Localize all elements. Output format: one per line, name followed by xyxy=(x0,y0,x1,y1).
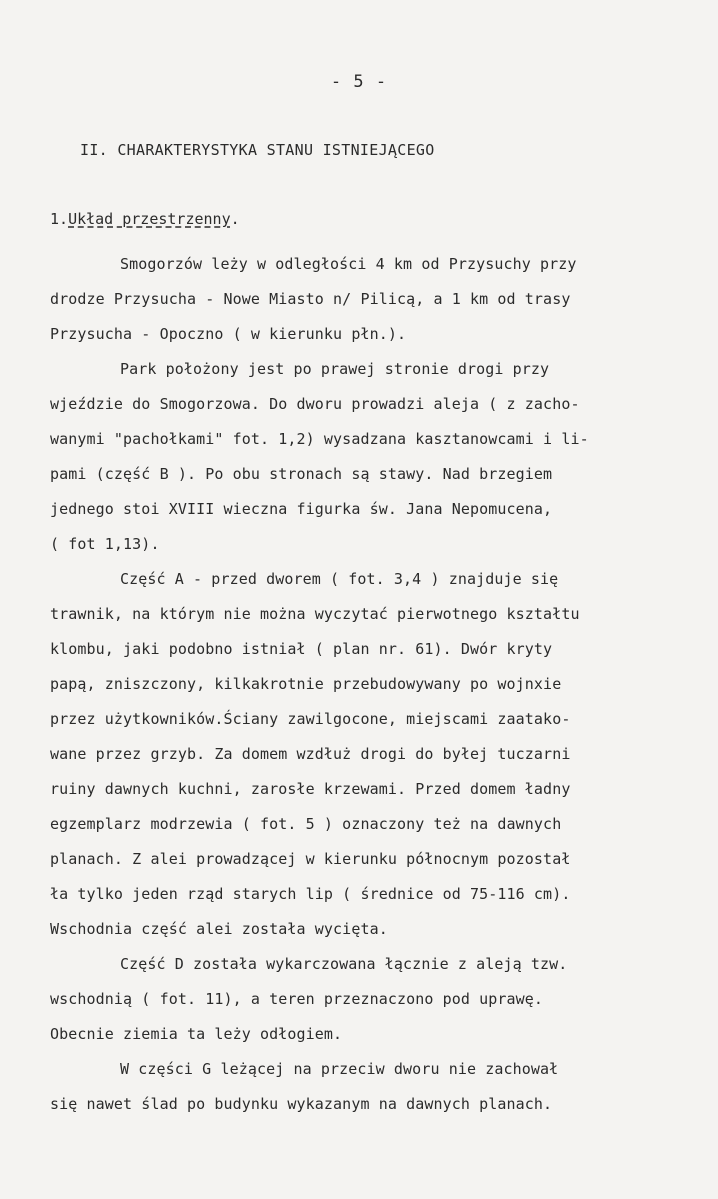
text-line: drodze Przysucha - Nowe Miasto n/ Pilicą, a 1 km od trasy xyxy=(50,290,571,308)
text-line: papą, zniszczony, kilkakrotnie przebudowywany po wojnxie xyxy=(50,675,562,693)
text-line: wane przez grzyb. Za domem wzdłuż drogi do byłej tuczarni xyxy=(50,745,571,763)
text-line: Park położony jest po prawej stronie drogi przy xyxy=(120,360,550,378)
text-line: W części G leżącej na przeciw dworu nie zachował xyxy=(120,1060,559,1078)
text-line: planach. Z alei prowadzącej w kierunku północnym pozostał xyxy=(50,850,571,868)
text-line: klombu, jaki podobno istniał ( plan nr. 61). Dwór kryty xyxy=(50,640,553,658)
text-line: wanymi "pachołkami" fot. 1,2) wysadzana kasztanowcami i li- xyxy=(50,430,589,448)
subsection-trailing: . xyxy=(230,210,240,228)
text-line: pami (część B ). Po obu stronach są stawy. Nad brzegiem xyxy=(50,465,553,483)
subsection-number: 1. xyxy=(50,210,69,228)
text-line: wschodnią ( fot. 11), a teren przeznaczono pod uprawę. xyxy=(50,990,544,1008)
text-line: Obecnie ziemia ta leży odłogiem. xyxy=(50,1025,343,1043)
section-heading: II. CHARAKTERYSTYKA STANU ISTNIEJĄCEGO xyxy=(80,141,435,159)
text-line: ła tylko jeden rząd starych lip ( średnice od 75-116 cm). xyxy=(50,885,571,903)
page-number: - 5 - xyxy=(330,72,388,92)
text-line: trawnik, na którym nie można wyczytać pierwotnego kształtu xyxy=(50,605,580,623)
text-line: się nawet ślad po budynku wykazanym na dawnych planach. xyxy=(50,1095,553,1113)
text-line: Część D została wykarczowana łącznie z aleją tzw. xyxy=(120,955,568,973)
subsection-title: Układ przestrzenny xyxy=(68,210,231,228)
text-line: Smogorzów leży w odległości 4 km od Przysuchy przy xyxy=(120,255,577,273)
text-line: ruiny dawnych kuchni, zarosłe krzewami. Przed domem ładny xyxy=(50,780,571,798)
subsection-heading xyxy=(50,210,240,228)
text-line: wjeździe do Smogorzowa. Do dworu prowadzi aleja ( z zacho- xyxy=(50,395,580,413)
text-line: egzemplarz modrzewia ( fot. 5 ) oznaczony też na dawnych xyxy=(50,815,562,833)
text-line: Część A - przed dworem ( fot. 3,4 ) znajduje się xyxy=(120,570,559,588)
text-line: jednego stoi XVIII wieczna figurka św. Jana Nepomucena, xyxy=(50,500,553,518)
text-line: ( fot 1,13). xyxy=(50,535,160,553)
text-line: Wschodnia część alei została wycięta. xyxy=(50,920,388,938)
text-line: Przysucha - Opoczno ( w kierunku płn.). xyxy=(50,325,407,343)
text-line: przez użytkowników.Ściany zawilgocone, miejscami zaatako- xyxy=(50,710,571,728)
